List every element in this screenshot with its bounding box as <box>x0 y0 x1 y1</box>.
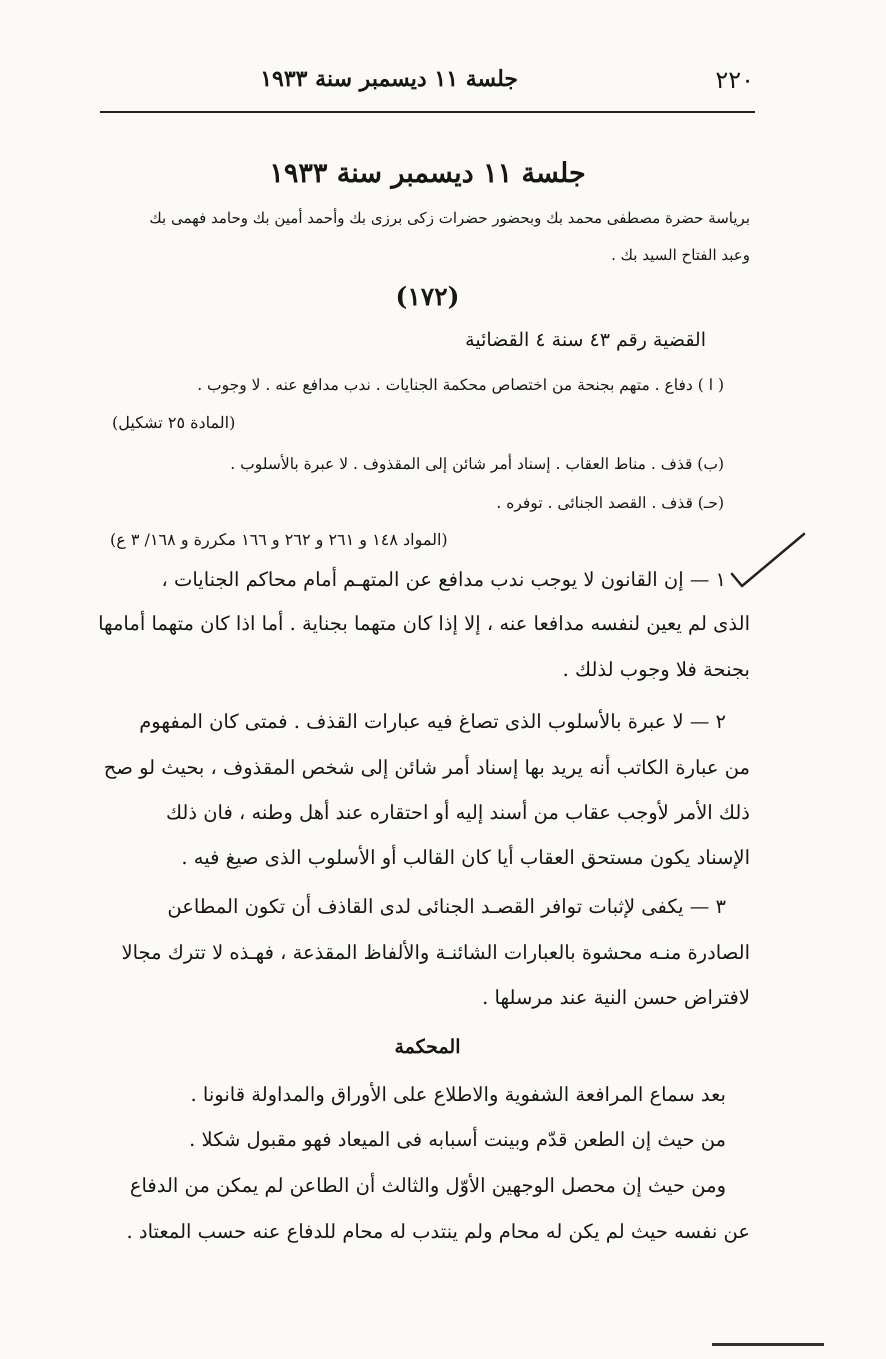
summary-item-a: ( ا ) دفاع . متهم بجنحة من اختصاص محكمة الجنايات . ندب مدافع عنه . لا وجوب . <box>197 376 724 394</box>
principle-2-line-4: الإسناد يكون مستحق العقاب أيا كان القالب أو الأسلوب الذى صيغ فيه . <box>181 846 750 869</box>
judgment-line-4: عن نفسه حيث لم يكن له محام ولم ينتدب له محام للدفاع عنه حسب المعتاد . <box>126 1220 750 1243</box>
principle-3-line-3: لافتراض حسن النية عند مرسلها . <box>482 986 750 1009</box>
judgment-line-1: بعد سماع المرافعة الشفوية والاطلاع على الأوراق والمداولة قانونا . <box>190 1083 726 1106</box>
principle-1-line-1: ١ — إن القانون لا يوجب ندب مدافع عن المتهـم أمام محاكم الجنايات ، <box>161 568 726 591</box>
principle-3-line-2: الصادرة منـه محشوة بالعبارات الشائنـة والألفاظ المقذعة ، فهـذه لا تترك مجالا <box>121 941 750 964</box>
case-reference: القضية رقم ٤٣ سنة ٤ القضائية <box>465 329 706 351</box>
presidency-line-2: وعبد الفتاح السيد بك . <box>611 246 750 264</box>
case-number: (١٧٢) <box>395 282 460 311</box>
principle-2-line-2: من عبارة الكاتب أنه يريد بها إسناد أمر شائن إلى شخص المقذوف ، بحيث لو صح <box>103 756 750 779</box>
presidency-line-1: برياسة حضرة مصطفى محمد بك وبحضور حضرات زكى برزى بك وأحمد أمين بك وحامد فهمى بك <box>149 209 750 227</box>
running-title: جلسة ١١ ديسمبر سنة ١٩٣٣ <box>260 66 518 92</box>
page-number: ٢٢٠ <box>715 66 754 94</box>
summary-articles: (المواد ١٤٨ و ٢٦١ و ٢٦٢ و ١٦٦ مكررة و ١٦٨/ ٣ ع) <box>110 530 448 549</box>
bottom-rule <box>712 1343 824 1346</box>
principle-3-line-1: ٣ — يكفى لإثبات توافر القصـد الجنائى لدى القاذف أن تكون المطاعن <box>167 895 726 918</box>
check-mark-icon <box>728 530 808 594</box>
summary-item-a-article: (المادة ٢٥ تشكيل) <box>112 413 236 432</box>
running-head <box>100 66 754 100</box>
judgment-title: المحكمة <box>394 1036 461 1058</box>
summary-item-b: (ب) قذف . مناط العقاب . إسناد أمر شائن إلى المقذوف . لا عبرة بالأسلوب . <box>230 455 724 473</box>
principle-2-line-1: ٢ — لا عبرة بالأسلوب الذى تصاغ فيه عبارات القذف . فمتى كان المفهوم <box>139 710 726 733</box>
principle-1-line-2: الذى لم يعين لنفسه مدافعا عنه ، إلا إذا كان متهما بجناية . أما اذا كان متهما أمامها <box>98 612 750 635</box>
header-rule <box>100 111 755 113</box>
judgment-line-3: ومن حيث إن محصل الوجهين الأوّل والثالث أن الطاعن لم يمكن من الدفاع <box>129 1174 726 1197</box>
session-title: جلسة ١١ ديسمبر سنة ١٩٣٣ <box>269 158 586 189</box>
principle-2-line-3: ذلك الأمر لأوجب عقاب من أسند إليه أو احتقاره عند أهل وطنه ، فان ذلك <box>165 801 750 824</box>
judgment-line-2: من حيث إن الطعن قدّم وبينت أسبابه فى الميعاد فهو مقبول شكلا . <box>189 1128 726 1151</box>
principle-1-line-3: بجنحة فلا وجوب لذلك . <box>562 658 750 681</box>
summary-item-c: (حـ) قذف . القصد الجنائى . توفره . <box>496 494 724 512</box>
